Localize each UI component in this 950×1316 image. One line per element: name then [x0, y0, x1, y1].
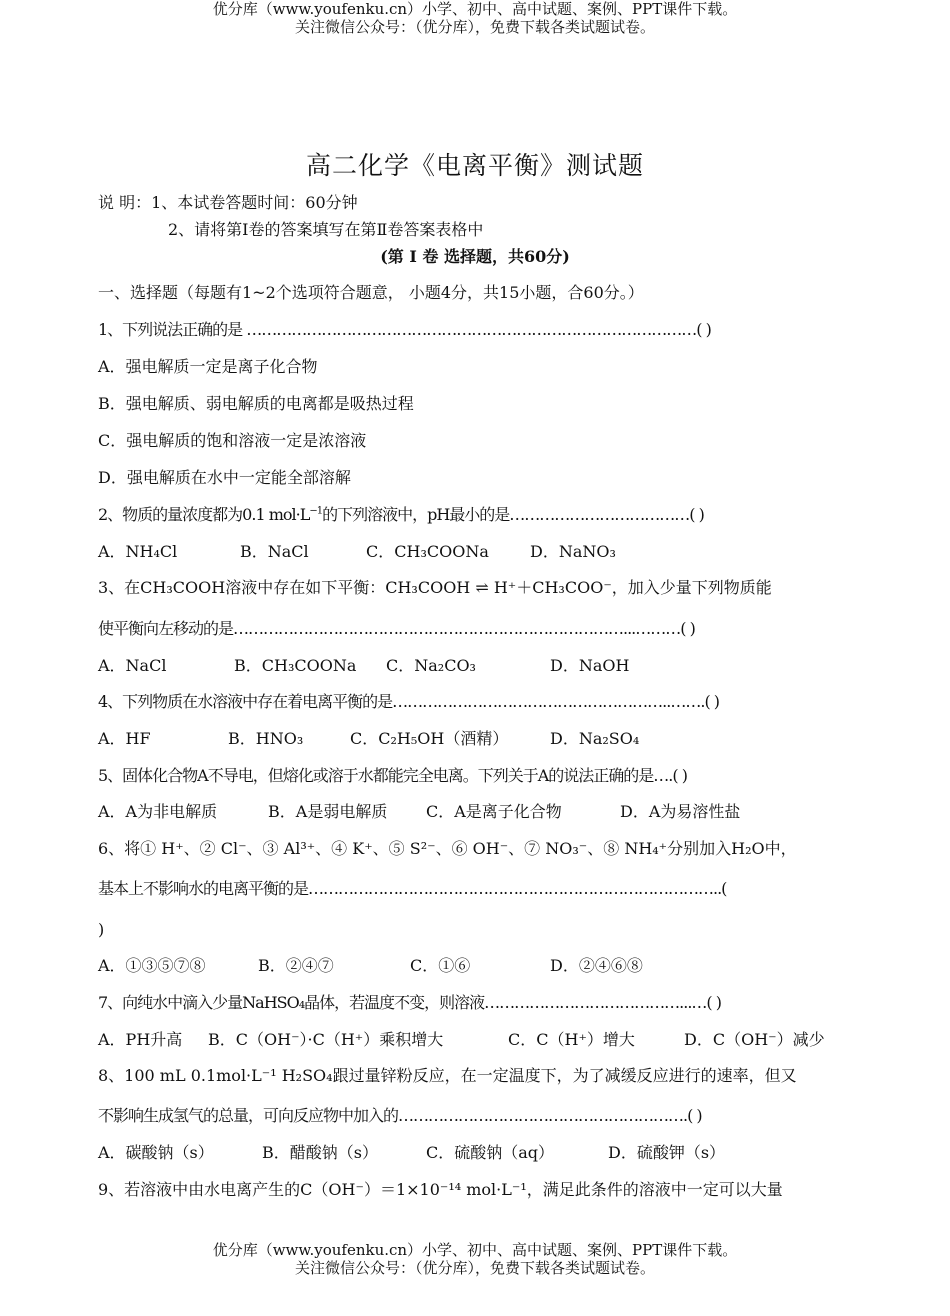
q8-option-c: C．硫酸钠（aq） [426, 1143, 555, 1162]
header-line-1: 优分库（www.youfenku.cn）小学、初中、高中试题、案例、PPT课件下载。 [212, 0, 738, 18]
q3-option-a: A．NaCl [98, 656, 167, 675]
q3-option-d: D．NaOH [550, 656, 630, 675]
q5-option-a: A．A为非电解质 [98, 802, 218, 821]
notes-line-1: 说 明：1、本试卷答题时间：60分钟 [98, 193, 358, 212]
q8-stem-line-2: 不影响生成氢气的总量，可向反应物中加入的………………………………………………….( ) [98, 1106, 702, 1125]
q1-option-d: D．强电解质在水中一定能全部溶解 [98, 468, 351, 487]
q2-option-c: C．CH₃COONa [366, 542, 489, 561]
q6-option-c: C．①⑥ [410, 956, 471, 975]
q5-option-d: D．A为易溶性盐 [620, 802, 741, 821]
page-footer [0, 1241, 950, 1277]
footer-line-1: 优分库（www.youfenku.cn）小学、初中、高中试题、案例、PPT课件下载。 [212, 1241, 738, 1259]
q6-options [98, 956, 858, 976]
q2-stem-post: 的下列溶液中，pH最小的是………………………………( ) [322, 505, 704, 524]
q6-stem-line-1: 6、将① H⁺、② Cl⁻、③ Al³⁺、④ K⁺、⑤ S²⁻、⑥ OH⁻、⑦ NO₃⁻、⑧ NH₄⁺分别加入H₂O中， [98, 839, 797, 858]
q4-option-b: B．HNO₃ [228, 729, 304, 748]
q7-option-d: D．C（OH⁻）减少 [684, 1030, 825, 1049]
q8-options [98, 1143, 858, 1163]
q1-option-c: C．强电解质的饱和溶液一定是浓溶液 [98, 431, 367, 450]
q7-stem: 7、向纯水中滴入少量NaHSO₄晶体，若温度不变，则溶液…………………………………...…( ) [98, 993, 721, 1012]
q6-option-d: D．②④⑥⑧ [550, 956, 643, 975]
q6-stem-line-2: 基本上不影响水的电离平衡的是………………………………………………………………………..( [98, 879, 727, 898]
q4-stem: 4、下列物质在水溶液中存在着电离平衡的是………………………………………………..…….( ) [98, 692, 720, 711]
page-header [0, 0, 950, 36]
page-title: 高二化学《电离平衡》测试题 [305, 151, 644, 180]
q5-option-b: B．A是弱电解质 [268, 802, 388, 821]
q3-stem-line-1: 3、在CH₃COOH溶液中存在如下平衡：CH₃COOH ⇌ H⁺＋CH₃COO⁻，加入少量下列物质能 [98, 578, 772, 597]
q5-stem: 5、固体化合物A不导电，但熔化或溶于水都能完全电离。下列关于A的说法正确的是….( ) [98, 766, 687, 785]
q2-option-b: B．NaCl [240, 542, 309, 561]
q3-stem-line-2: 使平衡向左移动的是……………………………………………………………………...………( ) [98, 619, 695, 638]
header-line-2: 关注微信公众号：（优分库），免费下载各类试题试卷。 [294, 18, 655, 36]
q9-stem-line-1: 9、若溶液中由水电离产生的C（OH⁻）＝1×10⁻¹⁴ mol·L⁻¹，满足此条件的溶液中一定可以大量 [98, 1180, 783, 1199]
section-title: (第 Ⅰ 卷 选择题，共60分) [380, 247, 570, 266]
q1-stem: 1、下列说法正确的是 ………………………………………………………………………………( ) [98, 320, 711, 339]
q7-options [98, 1030, 858, 1050]
footer-line-2: 关注微信公众号：（优分库），免费下载各类试题试卷。 [294, 1259, 655, 1277]
q8-option-b: B．醋酸钠（s） [262, 1143, 378, 1162]
q7-option-c: C．C（H⁺）增大 [508, 1030, 635, 1049]
q7-option-a: A．PH升高 [98, 1030, 183, 1049]
q6-option-a: A．①③⑤⑦⑧ [98, 956, 206, 975]
notes-line-2: 2、请将第Ⅰ卷的答案填写在第Ⅱ卷答案表格中 [168, 220, 484, 239]
q8-option-d: D．硫酸钾（s） [608, 1143, 726, 1162]
q2-stem [98, 505, 858, 525]
q5-option-c: C．A是离子化合物 [426, 802, 562, 821]
q2-options [98, 542, 858, 562]
q8-stem-line-1: 8、100 mL 0.1mol·L⁻¹ H₂SO₄跟过量锌粉反应，在一定温度下，为了减缓反应进行的速率，但又 [98, 1066, 797, 1085]
q1-option-a: A．强电解质一定是离子化合物 [98, 357, 318, 376]
q2-stem-pre: 2、物质的量浓度都为0.1 mol·L [98, 505, 310, 524]
q5-options [98, 802, 858, 822]
q6-option-b: B．②④⑦ [258, 956, 334, 975]
q4-options [98, 729, 858, 749]
q8-option-a: A．碳酸钠（s） [98, 1143, 214, 1162]
q3-option-c: C．Na₂CO₃ [386, 656, 476, 675]
section-intro: 一、选择题（每题有1~2个选项符合题意， 小题4分，共15小题，合60分。） [98, 283, 644, 302]
q2-option-a: A．NH₄Cl [98, 542, 178, 561]
q7-option-b: B．C（OH⁻）·C（H⁺）乘积增大 [208, 1030, 444, 1049]
q3-options [98, 656, 858, 676]
q2-option-d: D．NaNO₃ [530, 542, 616, 561]
q1-option-b: B．强电解质、弱电解质的电离都是吸热过程 [98, 394, 414, 413]
q2-stem-sup: −1 [309, 505, 323, 517]
q4-option-c: C．C₂H₅OH（酒精） [350, 729, 509, 748]
q4-option-d: D．Na₂SO₄ [550, 729, 640, 748]
q4-option-a: A．HF [98, 729, 151, 748]
q6-stem-line-3: ) [98, 920, 105, 939]
q3-option-b: B．CH₃COONa [234, 656, 357, 675]
